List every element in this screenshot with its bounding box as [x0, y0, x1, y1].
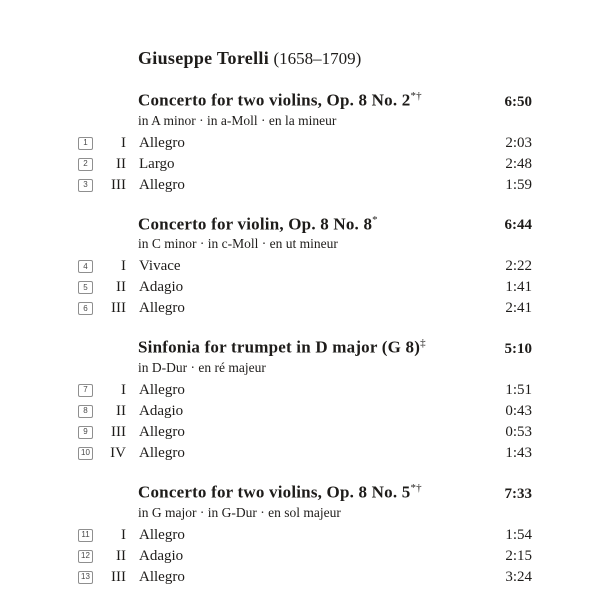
movement-name: Adagio	[139, 547, 184, 564]
movements-list	[76, 133, 532, 196]
movement-name: Allegro	[139, 176, 185, 193]
movement-duration: 2:15	[505, 547, 532, 564]
work-title-marks: ‡	[420, 337, 426, 350]
movement-row	[76, 422, 532, 443]
movement-numeral: I	[121, 526, 126, 543]
work-title	[138, 334, 426, 357]
track-number-box: 4	[78, 260, 93, 273]
work-subtitle: in G major · in G-Dur · en sol majeur	[138, 504, 341, 520]
movement-row	[76, 567, 532, 588]
movement-duration: 1:43	[505, 444, 532, 461]
movement-row	[76, 175, 532, 196]
composer-heading	[138, 48, 532, 69]
movement-numeral: II	[116, 547, 126, 564]
work-title-text: Concerto for two violins, Op. 8 No. 2	[138, 90, 411, 110]
movement-numeral: III	[111, 568, 126, 585]
movement-duration: 0:53	[505, 423, 532, 440]
movement-numeral: I	[121, 134, 126, 151]
work-title	[138, 87, 422, 110]
movement-row	[76, 277, 532, 298]
movement-numeral: I	[121, 381, 126, 398]
movement-name: Allegro	[139, 526, 185, 543]
track-number-box: 8	[78, 405, 93, 418]
movement-duration: 3:24	[505, 568, 532, 585]
movement-row	[76, 443, 532, 464]
work-subtitle: in A minor · in a-Moll · en la mineur	[138, 112, 337, 128]
movement-numeral: II	[116, 402, 126, 419]
track-number-box: 9	[78, 426, 93, 439]
track-number-box: 12	[78, 550, 93, 563]
movements-list	[76, 525, 532, 588]
work-total-duration: 5:10	[504, 340, 532, 357]
movement-numeral: II	[116, 155, 126, 172]
composer-name: Giuseppe Torelli	[138, 48, 270, 68]
work-header	[138, 479, 532, 503]
movement-name: Allegro	[139, 444, 185, 461]
work-title-marks: *†	[410, 90, 422, 102]
work-title-text: Concerto for violin, Op. 8 No. 8	[138, 214, 373, 234]
movement-name: Allegro	[139, 134, 185, 151]
composer-dates: (1658–1709)	[273, 49, 362, 68]
movement-duration: 1:54	[505, 526, 532, 543]
track-number-box: 5	[78, 281, 93, 294]
work-section	[76, 211, 532, 320]
work-header	[138, 334, 532, 358]
track-number-box: 6	[78, 302, 93, 315]
track-number-box: 2	[78, 158, 93, 171]
movement-name: Adagio	[139, 402, 184, 419]
movement-numeral: I	[121, 258, 126, 275]
track-number-box: 3	[78, 179, 93, 192]
movement-duration: 1:59	[505, 176, 532, 193]
movement-name: Allegro	[139, 568, 185, 585]
work-section	[76, 479, 532, 588]
work-title-text: Sinfonia for trumpet in D major (G 8)	[138, 337, 421, 357]
movement-row	[76, 133, 532, 154]
track-number-box: 13	[78, 571, 93, 584]
movement-name: Largo	[139, 155, 175, 172]
track-number-box: 10	[78, 447, 93, 460]
movement-row	[76, 380, 532, 401]
work-section	[76, 334, 532, 464]
movement-duration: 0:43	[505, 402, 532, 419]
movement-duration: 1:51	[505, 381, 532, 398]
movement-duration: 1:41	[505, 279, 532, 296]
works-list	[76, 87, 532, 588]
movement-duration: 2:22	[505, 258, 532, 275]
movement-numeral: III	[111, 300, 126, 317]
work-title-marks: *	[372, 213, 378, 226]
work-total-duration: 6:44	[504, 217, 532, 234]
movement-numeral: III	[111, 423, 126, 440]
work-title	[138, 211, 378, 234]
movement-row	[76, 546, 532, 567]
movement-name: Allegro	[139, 423, 185, 440]
work-total-duration: 7:33	[504, 485, 532, 502]
movement-name: Allegro	[139, 300, 185, 317]
movement-duration: 2:03	[505, 134, 532, 151]
track-number-box: 7	[78, 384, 93, 397]
movements-list	[76, 256, 532, 319]
tracklist-content	[76, 48, 532, 588]
work-title-marks: *†	[410, 481, 422, 494]
movement-name: Adagio	[139, 279, 184, 296]
movement-row	[76, 298, 532, 319]
movement-row	[76, 525, 532, 546]
movement-name: Vivace	[139, 258, 181, 275]
movement-row	[76, 256, 532, 277]
work-header	[138, 211, 532, 235]
movement-name: Allegro	[139, 381, 185, 398]
movement-duration: 2:41	[505, 300, 532, 317]
work-title-text: Concerto for two violins, Op. 8 No. 5	[138, 482, 411, 502]
movement-row	[76, 401, 532, 422]
track-number-box: 11	[78, 529, 93, 542]
movements-list	[76, 380, 532, 464]
work-subtitle: in C minor · in c-Moll · en ut mineur	[138, 236, 338, 252]
work-total-duration: 6:50	[504, 93, 532, 110]
work-subtitle: in D-Dur · en ré majeur	[138, 359, 266, 375]
movement-numeral: III	[111, 176, 126, 193]
movement-row	[76, 154, 532, 175]
track-number-box: 1	[78, 137, 93, 150]
work-title	[138, 479, 422, 502]
movement-duration: 2:48	[505, 155, 532, 172]
movement-numeral: II	[116, 279, 126, 296]
work-header	[138, 87, 532, 111]
movement-numeral: IV	[110, 444, 126, 461]
work-section	[76, 87, 532, 196]
